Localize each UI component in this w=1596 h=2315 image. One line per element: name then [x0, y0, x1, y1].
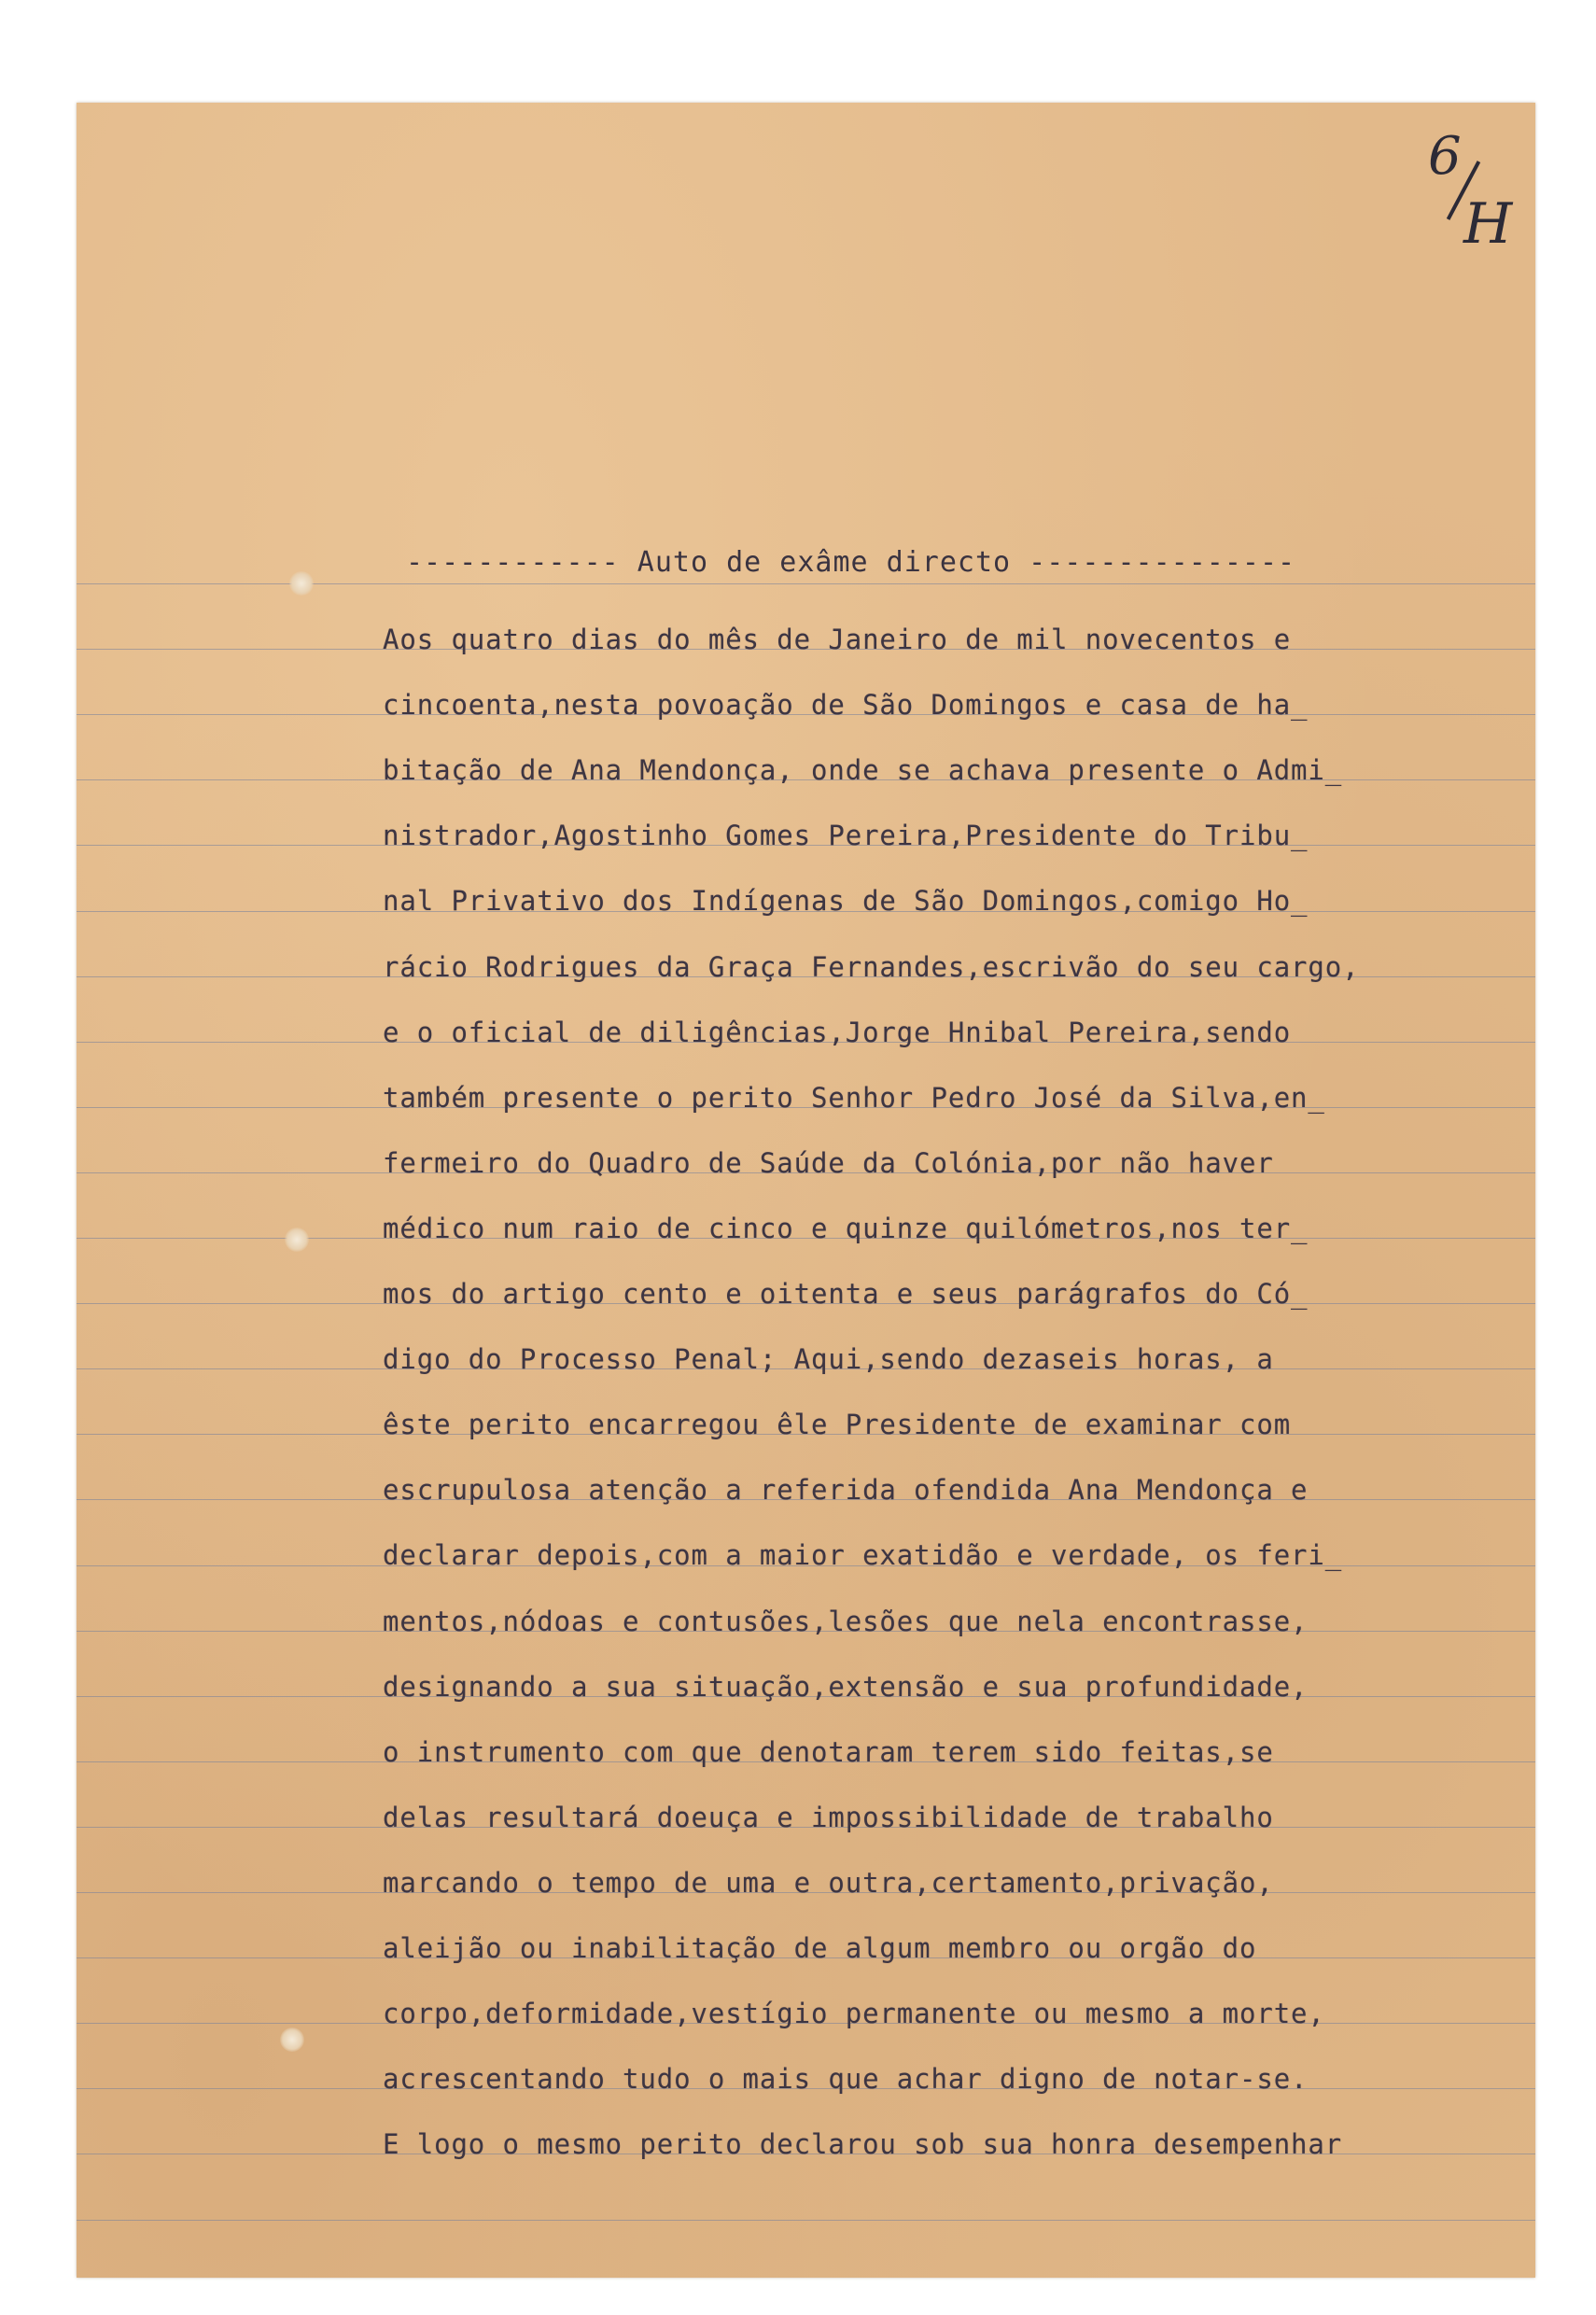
text-line: acrescentando tudo o mais que achar digno de notar-se. [383, 2063, 1309, 2095]
text-line: êste perito encarregou êle Presidente de examinar com [383, 1409, 1292, 1440]
text-line: declarar depois,com a maior exatidão e verdade, os feri_ [383, 1539, 1343, 1571]
text-line: E logo o mesmo perito declarou sob sua honra desempenhar [383, 2128, 1343, 2160]
punch-hole [289, 571, 314, 596]
punch-hole [280, 2027, 304, 2052]
text-line: mos do artigo cento e oitenta e seus parágrafos do Có_ [383, 1278, 1309, 1310]
punch-hole [285, 1228, 309, 1252]
text-line: médico num raio de cinco e quinze quilómetros,nos ter_ [383, 1213, 1309, 1244]
document-title: ------------ Auto de exâme directo --------------- [406, 546, 1296, 579]
text-line: marcando o tempo de uma e outra,certamento,privação, [383, 1867, 1274, 1899]
rule-line [77, 2220, 1535, 2221]
text-line: corpo,deformidade,vestígio permanente ou mesmo a morte, [383, 1998, 1325, 2029]
text-line: fermeiro do Quadro de Saúde da Colónia,por não haver [383, 1147, 1274, 1179]
text-line: o instrumento com que denotaram terem sido feitas,se [383, 1736, 1274, 1768]
folio-mark [1419, 126, 1531, 266]
text-line: nal Privativo dos Indígenas de São Domingos,comigo Ho_ [383, 885, 1309, 917]
text-line: nistrador,Agostinho Gomes Pereira,Presidente do Tribu_ [383, 820, 1309, 851]
text-line: Aos quatro dias do mês de Janeiro de mil novecentos e [383, 624, 1292, 655]
text-line: cincoenta,nesta povoação de São Domingos e casa de ha_ [383, 689, 1309, 721]
text-line: bitação de Ana Mendonça, onde se achava presente o Admi_ [383, 754, 1343, 786]
text-line: delas resultará doeuça e impossibilidade de trabalho [383, 1802, 1274, 1833]
text-line: escrupulosa atenção a referida ofendida Ana Mendonça e [383, 1474, 1309, 1506]
folio-number: 6 [1428, 126, 1462, 187]
text-line: rácio Rodrigues da Graça Fernandes,escrivão do seu cargo, [383, 951, 1360, 983]
text-line: e o oficial de diligências,Jorge Hnibal Pereira,sendo [383, 1017, 1292, 1048]
text-line: também presente o perito Senhor Pedro José da Silva,en_ [383, 1082, 1325, 1114]
text-line: mentos,nódoas e contusões,lesões que nela encontrasse, [383, 1606, 1309, 1637]
text-line: designando a sua situação,extensão e sua profundidade, [383, 1671, 1309, 1703]
text-line: digo do Processo Penal; Aqui,sendo dezaseis horas, a [383, 1343, 1274, 1375]
folio-initial: H [1463, 191, 1513, 257]
text-line: aleijão ou inabilitação de algum membro ou orgão do [383, 1932, 1257, 1964]
